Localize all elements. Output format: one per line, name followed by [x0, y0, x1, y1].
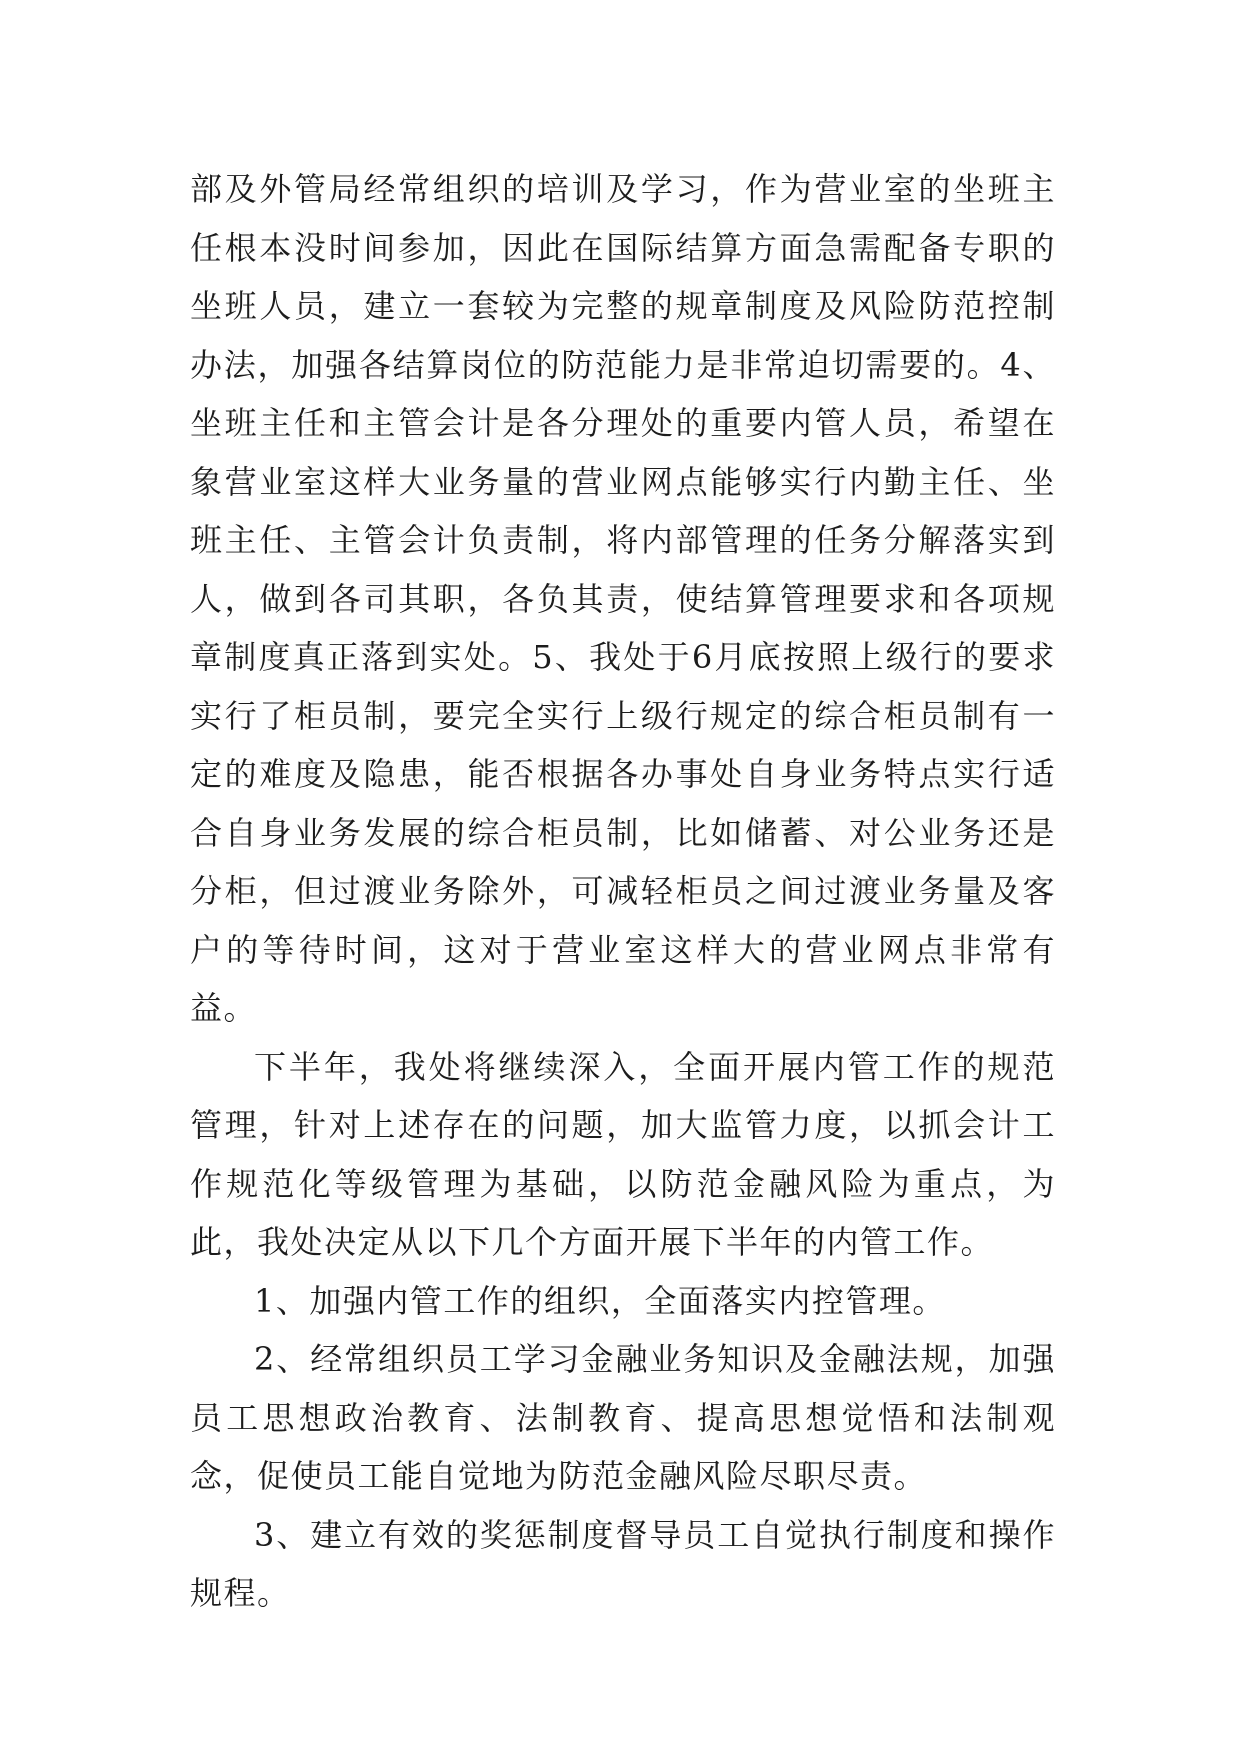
paragraph-second-half-plan: 下半年，我处将继续深入，全面开展内管工作的规范管理，针对上述存在的问题，加大监管力度，以抓会计工作规范化等级管理为基础，以防范金融风险为重点，为此，我处决定从以下几个方面开展下半年的内管工作。: [190, 1047, 1056, 1261]
list-item-1: 1、加强内管工作的组织，全面落实内控管理。: [254, 1281, 946, 1320]
paragraph-continued: 部及外管局经常组织的培训及学习，作为营业室的坐班主任根本没时间参加，因此在国际结算方面急需配备专职的坐班人员，建立一套较为完整的规章制度及风险防范控制办法，加强各结算岗位的防范能力是非常迫切需要的。4、坐班主任和主管会计是各分理处的重要内管人员，希望在象营业室这样大业务量的营业网点能够实行内勤主任、坐班主任、主管会计负责制，将内部管理的任务分解落实到人，做到各司其职，各负其责，使结算管理要求和各项规章制度真正落到实处。5、我处于6月底按照上级行的要求实行了柜员制，要完全实行上级行规定的综合柜员制有一定的难度及隐患，能否根据各办事处自身业务特点实行适合自身业务发展的综合柜员制，比如储蓄、对公业务还是分柜，但过渡业务除外，可减轻柜员之间过渡业务量及客户的等待时间，这对于营业室这样大的营业网点非常有益。: [190, 170, 1056, 1027]
list-item-3: 3、建立有效的奖惩制度督导员工自觉执行制度和操作规程。: [190, 1515, 1056, 1612]
document-body: [190, 160, 1056, 1623]
list-item-2: 2、经常组织员工学习金融业务知识及金融法规，加强员工思想政治教育、法制教育、提高思想觉悟和法制观念，促使员工能自觉地为防范金融风险尽职尽责。: [190, 1340, 1056, 1495]
